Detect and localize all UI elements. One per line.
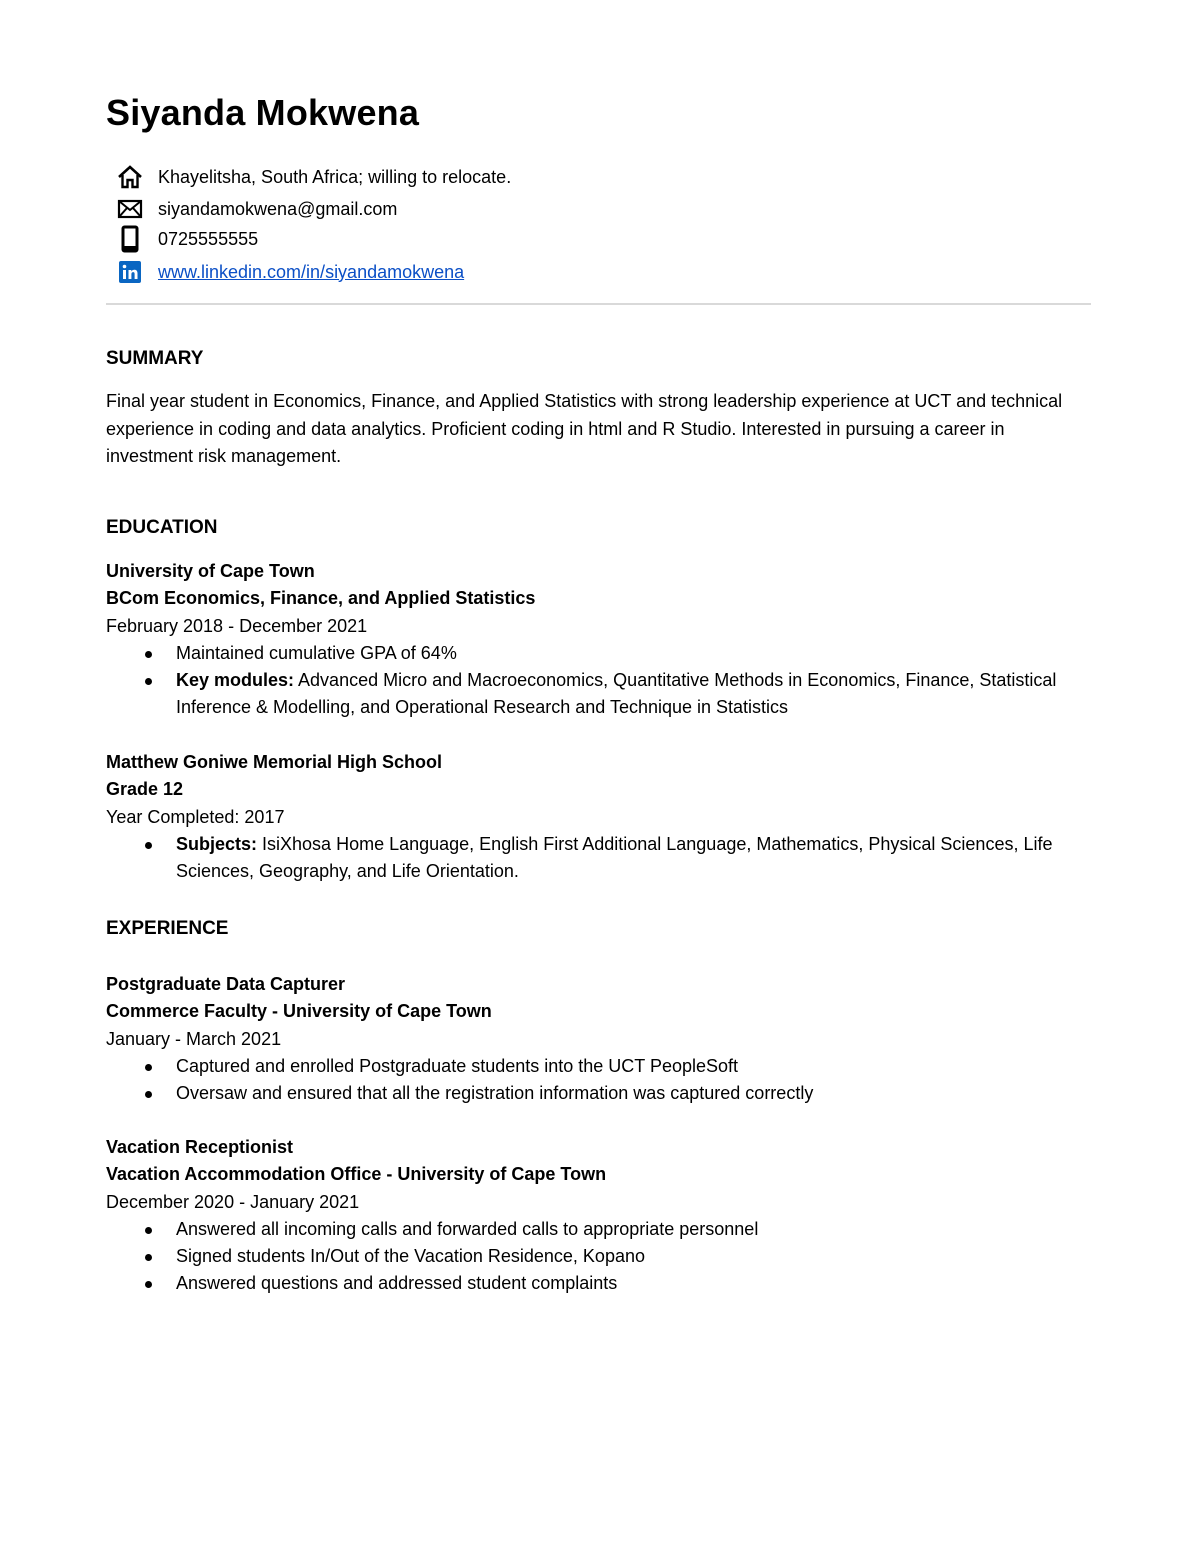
home-icon — [116, 163, 144, 191]
contact-linkedin-row — [116, 258, 464, 286]
list-item: Answered all incoming calls and forwarded calls to appropriate personnel — [106, 1216, 1106, 1243]
experience-entry — [106, 971, 1106, 1107]
linkedin-icon — [116, 258, 144, 286]
education-heading: EDUCATION — [106, 517, 218, 538]
contact-email: siyandamokwena@gmail.com — [158, 198, 398, 219]
education-entry — [106, 558, 1106, 722]
candidate-name: Siyanda Mokwena — [106, 92, 420, 133]
bullet-label: Key modules: — [176, 670, 295, 691]
summary-text: Final year student in Economics, Finance, and Applied Statistics with strong leadership experience at UCT and technical experience in coding and data analytics. Proficient coding in html and R Studio. Interested in pursuing a career in investment risk management. — [106, 391, 1063, 466]
contact-phone-row — [116, 225, 258, 253]
header-divider — [106, 303, 1091, 305]
list-item: Signed students In/Out of the Vacation Residence, Kopano — [106, 1243, 1106, 1270]
list-item: Answered questions and addressed student complaints — [106, 1270, 1106, 1297]
list-item: Captured and enrolled Postgraduate students into the UCT PeopleSoft — [106, 1053, 1106, 1080]
experience-org: Commerce Faculty - University of Cape Town — [106, 1001, 492, 1022]
education-dates: Year Completed: 2017 — [106, 806, 285, 827]
experience-title: Vacation Receptionist — [106, 1137, 294, 1157]
experience-dates: January - March 2021 — [106, 1028, 282, 1049]
summary-heading: SUMMARY — [106, 348, 204, 369]
contact-location-row — [116, 163, 511, 191]
education-qualification: BCom Economics, Finance, and Applied Statistics — [106, 588, 536, 609]
education-bullets — [106, 640, 1106, 722]
phone-icon — [116, 225, 144, 253]
experience-heading: EXPERIENCE — [106, 918, 229, 939]
contact-email-row — [116, 195, 397, 223]
contact-phone: 0725555555 — [158, 228, 259, 249]
experience-entry — [106, 1134, 1106, 1298]
bullet-text: Advanced Micro and Macroeconomics, Quantitative Methods in Economics, Finance, Statistical Inference & Modelling, and Operational Research and Technique in Statistics — [176, 670, 1057, 718]
experience-bullets — [106, 1053, 1106, 1108]
experience-bullets — [106, 1216, 1106, 1298]
education-dates: February 2018 - December 2021 — [106, 615, 368, 636]
bullet-text: IsiXhosa Home Language, English First Additional Language, Mathematics, Physical Sciences, Life Sciences, Geography, and Life Orientation. — [176, 833, 1053, 882]
contact-location: Khayelitsha, South Africa; willing to relocate. — [158, 166, 512, 187]
list-item: Oversaw and ensured that all the registration information was captured correctly — [106, 1080, 1106, 1107]
list-item — [106, 831, 1106, 886]
linkedin-link[interactable]: www.linkedin.com/in/siyandamokwena — [158, 261, 465, 282]
education-institution: Matthew Goniwe Memorial High School — [106, 752, 443, 772]
experience-org: Vacation Accommodation Office - University of Cape Town — [106, 1164, 607, 1185]
envelope-icon — [116, 195, 144, 223]
education-bullets — [106, 831, 1106, 886]
list-item — [106, 640, 1106, 667]
experience-title: Postgraduate Data Capturer — [106, 974, 346, 994]
education-institution: University of Cape Town — [106, 561, 315, 581]
education-entry — [106, 749, 1106, 885]
bullet-label: Subjects: — [176, 833, 258, 854]
experience-dates: December 2020 - January 2021 — [106, 1191, 360, 1212]
education-qualification: Grade 12 — [106, 779, 184, 800]
list-item — [106, 667, 1106, 722]
bullet-text: Maintained cumulative GPA of 64% — [176, 642, 457, 663]
